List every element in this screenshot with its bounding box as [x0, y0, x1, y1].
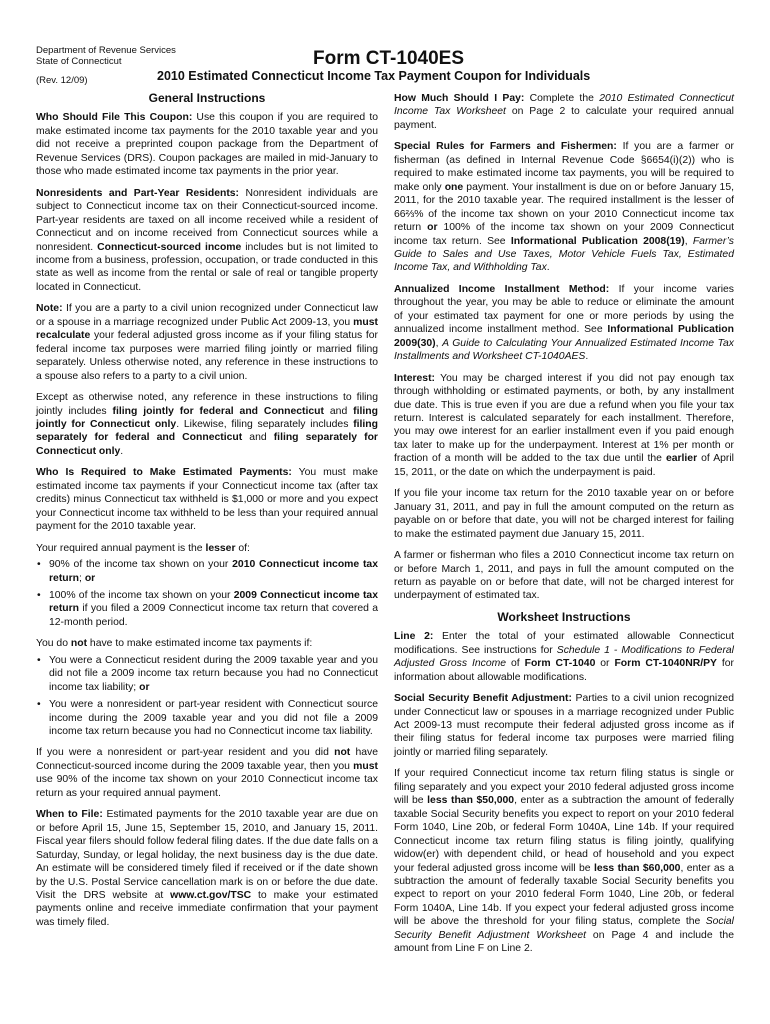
filing-jointly-paragraph: Except as otherwise noted, any reference in these instructions to filing jointly includes filing jointly for federal and Connecticut and filing jointly for Connecticut only. Likewise, filing separately includes filing separately for federal and Connecticut and filing separately for Connecticut only.: [36, 392, 379, 457]
ssb-adjustment-paragraph: Social Security Benefit Adjustment: Parties to a civil union recognized under Connecticut law or spouses in a marriage recognized under Public Act 2009-13 must recompute their federal adjusted gross income as if their filing status for federal income tax purposes were married filing jointly or married filing separately.: [394, 693, 734, 758]
general-instructions-heading: General Instructions: [148, 91, 266, 105]
form-subtitle: 2010 Estimated Connecticut Income Tax Payment Coupon for Individuals: [157, 69, 591, 83]
note-paragraph: Note: If you are a party to a civil union recognized under Connecticut law or a spouse in a marriage recognized under Public Act 2009-13, you must recalculate your federal adjusted gross income as if your filing status for federal income tax purposes were married filing jointly or married filing separately. Unless otherwise noted, any reference in these instructions to a spouse also refers to a party to a civil union.: [36, 303, 378, 382]
filing-status-paragraph: If your required Connecticut income tax return filing status is single or filing separately and you expect your 2010 federal adjusted gross income will be less than $50,000, enter as a subtraction the amount of federally taxable Social Security benefits you expect to report on your 2010 federal Form 1040, Line 20b, or federal Form 1040A, Line 14b. If your required Connecticut income tax return filing status is filing jointly, qualifying widow(er) with dependent child, or head of household and you expect your federal adjusted gross income will be less than $60,000, enter as a subtraction the amount of federally taxable Social Security benefits you expect to report on your 2010 federal Form 1040, Line 20b, or federal Form 1040A, Line 14b. If you expect your federal adjusted gross income will be above the threshold for your filing status, complete the Social Security Benefit Adjustment Worksheet on Page 4 and include the amount from Line F on Line 2.: [394, 768, 734, 955]
annualized-paragraph: Annualized Income Installment Method: If your income varies throughout the year, you may be able to reduce or eliminate the amount of your estimated tax payment for one or more periods by using the annualized income installment method. See Informational Publication 2009(30), A Guide to Calculating Your Annualized Estimated Income Tax Installments and Worksheet CT-1040AES.: [394, 283, 735, 363]
left-column: [36, 92, 378, 937]
how-much-paragraph: How Much Should I Pay: Complete the 2010 Estimated Connecticut Income Tax Worksheet on Page 2 to calculate your required annual payment.: [394, 93, 734, 131]
nonresident-90-paragraph: If you were a nonresident or part-year resident and you did not have Connecticut-sourced income during the 2009 taxable year, then you must use 90% of the income tax shown on your 2010 Connecticut income tax return as your required annual payment.: [36, 747, 379, 799]
right-column: [394, 92, 734, 964]
drs-website-link[interactable]: www.ct.gov/TSC: [170, 890, 252, 902]
interest-paragraph: Interest: You may be charged interest if you did not pay enough tax through withholding or estimated payments, or both, by any installment due date. This is true even if you are due a refund when you file your tax return. Interest is calculated separately for each installment. Therefore, you may owe interest for an earlier installment even if you paid enough tax later to make up for the underpayment. Interest at 1% per month or fraction of a month will be added to the tax due until the earlier of April 15, 2011, or the date on which the underpayment is paid.: [394, 372, 734, 478]
list-item: • 90% of the income tax shown on your 2010 Connecticut income tax return; or: [36, 558, 378, 585]
list-item: • You were a Connecticut resident during the 2009 taxable year and you did not file a 2009 income tax return because you had no Connecticut income tax liability; or: [36, 654, 378, 694]
form-title: Form CT-1040ES: [313, 48, 464, 69]
department-name: Department of Revenue Services: [36, 45, 176, 56]
farmers-paragraph: Special Rules for Farmers and Fishermen: If you are a farmer or fisherman (as defined in Internal Revenue Code §6654(i)(2)) who is required to make estimated income tax payments, you will be required to make only one payment. Your installment is due on or before January 15, 2011, for the 2010 taxable year. The required installment is the lesser of 66⅔% of the income tax shown on your 2010 Connecticut income tax return or 100% of the income tax shown on your 2009 Connecticut income tax return. See Informational Publication 2008(19), Farmer’s Guide to Sales and Use Taxes, Motor Vehicle Fuels Tax, Estimated Income Tax, and Withholding Tax.: [394, 141, 735, 274]
not-required-paragraph: You do not have to make estimated income tax payments if:: [36, 638, 313, 650]
line2-paragraph: Line 2: Enter the total of your estimated allowable Connecticut modifications. See instructions for Schedule 1 - Modifications to Federal Adjusted Gross Income of Form CT-1040 or Form CT-1040NR/PY for information about allowable modifications.: [394, 631, 735, 683]
farmer-fisherman-paragraph: A farmer or fisherman who files a 2010 Connecticut income tax return on or before March 1, 2011, and pays in full the amount computed on the return as payable on or before that date, will not be charged interest for underpayment of estimated tax.: [394, 550, 734, 602]
if-you-file-paragraph: If you file your income tax return for the 2010 taxable year on or before January 31, 2011, and pay in full the amount computed on the return as payable on or before that date, you will not be charged interest for failing to make the estimated payment due January 15, 2011.: [394, 488, 734, 540]
when-to-file-paragraph: When to File: Estimated payments for the 2010 taxable year are due on or before April 15, June 15, September 15, 2010, and January 15, 2011. Fiscal year filers should follow federal filing dates. If the due date falls on a Saturday, Sunday, or legal holiday, the next business day is the due date. An estimate will be considered timely filed if received or if the date shown by the U.S. Postal Service cancellation mark is on or before the due date. Visit the DRS website at www.ct.gov/TSC to make your estimated payments online and receive immediate confirmation that your payment was timely filed.: [36, 809, 378, 928]
worksheet-instructions-heading: Worksheet Instructions: [497, 609, 631, 624]
revision-date: (Rev. 12/09): [36, 75, 88, 86]
header-left: [36, 45, 176, 86]
who-should-file-label: Who Should File This Coupon:: [36, 112, 193, 124]
required-annual-paragraph: Your required annual payment is the lesser of:: [36, 542, 250, 554]
required-annual-list: [36, 558, 378, 629]
not-required-list: [36, 654, 378, 739]
who-required-paragraph: Who Is Required to Make Estimated Payments: You must make estimated income tax payments if your Connecticut income tax (after tax credits) minus Connecticut tax withheld is $1,000 or more and you expect your Connecticut income tax withheld to be less than your required annual payment for the 2010 taxable year.: [36, 467, 378, 533]
list-item: • 100% of the income tax shown on your 2009 Connecticut income tax return if you filed a 2009 Connecticut income tax return that covered a 12-month period.: [36, 589, 378, 629]
who-should-file-paragraph: Who Should File This Coupon: Use this coupon if you are required to make estimated income tax payments for the 2010 taxable year and you did not receive a preprinted coupon package from the Department of Revenue Services (DRS). Coupon packages are mailed in mid-January to those who made estimated income tax payments in the prior year.: [36, 112, 378, 178]
list-item: • You were a nonresident or part-year resident with Connecticut source income during the 2009 taxable year and you did not file a 2009 income tax return because you had no Connecticut income tax liability.: [36, 698, 378, 738]
nonresidents-paragraph: Nonresidents and Part-Year Residents: Nonresident individuals are subject to Connecticut income tax on their Connecticut-sourced income. Part-year residents are taxed on all income received while a resident of Connecticut and on income received from Connecticut sources while a nonresident. Connecticut-sourced income includes but is not limited to income from a business, profession, occupation, or trade conducted in this state as well as income from the rental or sale of real or tangible property located in Connecticut.: [36, 187, 379, 293]
state-name: State of Connecticut: [36, 56, 122, 67]
